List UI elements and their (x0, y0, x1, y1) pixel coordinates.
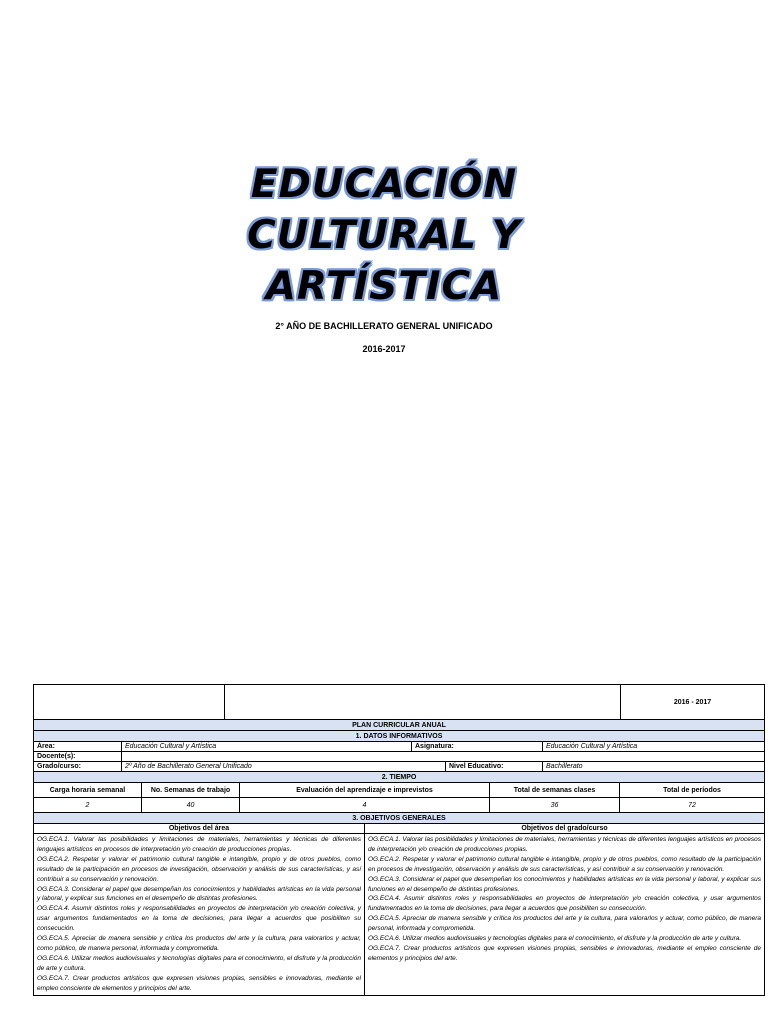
obj-grado-header: Objetivos del grado/curso (365, 824, 765, 834)
objective-item: OG.ECA.5. Apreciar de manera sensible y crítica los productos del arte y la cultura, para valorarlos y actuar, como público, de manera personal, informada y comprometida. (37, 935, 361, 952)
grado-value: 2º Año de Bachillerato General Unificado (122, 762, 446, 772)
tiempo-header: Total de períodos (620, 783, 765, 798)
section-datos: 1. DATOS INFORMATIVOS (34, 731, 765, 742)
cover-title-line: CULTURAL Y (247, 213, 521, 258)
objetivos-table (33, 812, 765, 996)
grado-label: Grado/curso: (34, 762, 122, 772)
objective-item: OG.ECA.6. Utilizar medios audiovisuales y tecnologías digitales para el conocimiento, el disfrute y la producción de arte y cultura. (37, 954, 361, 972)
area-value: Educación Cultural y Artística (122, 742, 412, 752)
plan-info-table (33, 719, 765, 783)
tiempo-table (33, 782, 765, 813)
cover-title (0, 160, 768, 313)
tiempo-header: Evaluación del aprendizaje e imprevistos (240, 783, 490, 798)
tiempo-value: 36 (490, 798, 620, 813)
objective-item: OG.ECA.7. Crear productos artísticos que expresen visiones propias, sensibles e innovadoras, mediante el empleo consciente de elementos y principios del arte. (37, 974, 361, 992)
cover-subtitle: 2° AÑO DE BACHILLERATO GENERAL UNIFICADO (275, 321, 493, 331)
cover-title-line: ARTÍSTICA (265, 264, 503, 309)
tiempo-header: Carga horaria semanal (34, 783, 142, 798)
nivel-label: Nivel Educativo: (446, 762, 543, 772)
objective-item: OG.ECA.2. Respetar y valorar el patrimonio cultural tangible e intangible, propio y de otros pueblos, como resultado de la participación en procesos de investigación, observación y análisis de sus características, y así contribuir a su conservación y renovación. (37, 855, 361, 883)
nivel-value: Bachillerato (543, 762, 765, 772)
obj-area-header: Objetivos del área (34, 824, 365, 834)
plan-header-table (33, 684, 765, 720)
tiempo-value: 4 (240, 798, 490, 813)
cover-year: 2016-2017 (362, 344, 406, 354)
objective-item: OG.ECA.2. Respetar y valorar el patrimonio cultural tangible e intangible, propio y de otros pueblos, como resultado de la participación en procesos de investigación, observación y análisis de sus características, y así contribuir a su conservación y renovación. (368, 855, 762, 873)
objective-item: OG.ECA.3. Considerar el papel que desempeñan los conocimientos y habilidades artísticas en la vida personal y laboral, y explicar sus funciones en el desempeño de distintas profesiones. (368, 875, 762, 893)
objective-item: OG.ECA.3. Considerar el papel que desempeñan los conocimientos y habilidades artísticas en la vida personal y laboral, y explicar sus funciones en el desempeño de distintas profesiones. (37, 885, 361, 903)
objective-item: OG.ECA.1. Valorar las posibilidades y limitaciones de materiales, herramientas y técnicas de diferentes lenguajes artísticos en procesos de interpretación y/o creación de producciones propias. (37, 836, 361, 853)
obj-grado-list (365, 834, 765, 996)
tiempo-value: 2 (34, 798, 142, 813)
docente-label: Docente(s): (34, 752, 122, 762)
tiempo-header: Total de semanas clases (490, 783, 620, 798)
institution-cell (225, 685, 621, 720)
header-year: 2016 - 2017 (621, 685, 765, 720)
curricular-plan (33, 684, 764, 996)
tiempo-header: No. Semanas de trabajo (142, 783, 240, 798)
objective-item: OG.ECA.4. Asumir distintos roles y responsabilidades en proyectos de interpretación y/o creación colectiva, y usar argumentos fundamentados en la toma de decisiones, para llegar a acuerdos que posibiliten su consecución. (37, 905, 361, 933)
objective-item: OG.ECA.6. Utilizar medios audiovisuales y tecnologías digitales para el conocimiento, el disfrute y la producción de arte y cultura. (368, 935, 742, 943)
plan-title: PLAN CURRICULAR ANUAL (34, 720, 765, 731)
docente-value (122, 752, 765, 762)
objective-item: OG.ECA.4. Asumir distintos roles y responsabilidades en proyectos de interpretación y/o creación colectiva, y usar argumentos fundamentados en la toma de decisiones, para llegar a acuerdos que posibiliten su consecución. (368, 895, 762, 913)
tiempo-value: 40 (142, 798, 240, 813)
section-objetivos: 3. OBJETIVOS GENERALES (34, 813, 765, 824)
tiempo-value: 72 (620, 798, 765, 813)
area-label: Área: (34, 742, 122, 752)
cover-title-line: EDUCACIÓN (250, 162, 518, 207)
obj-area-list (34, 834, 365, 996)
logo-cell (34, 685, 225, 720)
objective-item: OG.ECA.1. Valorar las posibilidades y limitaciones de materiales, herramientas y técnicas de diferentes lenguajes artísticos en procesos de interpretación y/o creación de producciones propias. (368, 836, 762, 853)
objective-item: OG.ECA.7. Crear productos artísticos que expresen visiones propias, sensibles e innovadoras, mediante el empleo consciente de elementos y principios del arte. (368, 944, 762, 962)
asignatura-label: Asignatura: (412, 742, 543, 752)
section-tiempo: 2. TIEMPO (34, 772, 765, 783)
asignatura-value: Educación Cultural y Artística (543, 742, 765, 752)
objective-item: OG.ECA.5. Apreciar de manera sensible y crítica los productos del arte y la cultura, para valorarlos y actuar, como público, de manera personal, informada y comprometida. (368, 915, 762, 933)
